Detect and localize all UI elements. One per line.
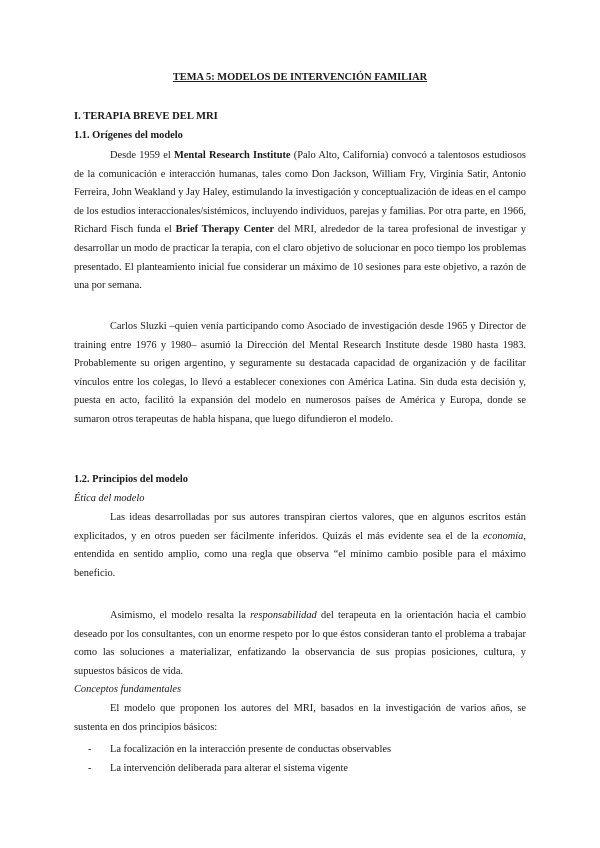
italic-term: economía — [482, 530, 524, 542]
paragraph-ethics — [74, 509, 526, 583]
paragraph-origins — [74, 147, 526, 296]
list-item-text: La intervención deliberada para alterar el sistema vigente — [110, 762, 349, 774]
paragraph-concepts — [74, 700, 526, 737]
bold-term-btc: Brief Therapy Center — [175, 224, 275, 236]
heading-ethics: Ética del modelo — [74, 493, 145, 504]
italic-term: responsabilidad — [250, 610, 317, 621]
text-run: , entendida en sentido amplio, como una regla que observa “el mínimo cambio posible para el máximo beneficio. — [74, 530, 526, 579]
principles-list — [88, 741, 391, 778]
text-run: Desde 1959 el — [110, 150, 174, 161]
list-item — [88, 741, 391, 760]
section-heading: I. TERAPIA BREVE DEL MRI — [74, 111, 218, 122]
list-item-text: La focalización en la interacción presente de conductas observables — [110, 744, 391, 755]
text-run: Las ideas desarrolladas por sus autores transpiran ciertos valores, que en algunos escritos están explicitados, y en otros pueden ser fácilmente inferidos. Quizás el más evidente sea el de la — [74, 512, 526, 542]
bold-term-mri: Mental Research Institute — [174, 150, 291, 161]
heading-concepts: Conceptos fundamentales — [74, 684, 182, 695]
document-title: TEMA 5: MODELOS DE INTERVENCIÓN FAMILIAR — [172, 72, 428, 83]
paragraph-sluzki — [74, 318, 526, 430]
list-item — [88, 760, 391, 779]
text-run: Carlos Sluzki –quien venía participando como Asociado de investigación desde 1965 y Director de training entre 1976 y 1980– asumió la Dirección del Mental Research Institute desde 1980 hasta 1983. Probablemente su origen argentino, y seguramente su destacada capacidad de organización y de facilitar vínculos entre los colegas, lo llevó a establecer conexiones con América Latina. Sin duda esta decisión y, puesta en acto, facilitó la expansión del modelo en numerosos países de América y Europa, donde se sumaron otros terapeutas de habla hispana, que luego difundieron el modelo. — [74, 321, 526, 425]
paragraph-responsibility — [74, 607, 526, 681]
list-dash: - — [88, 762, 92, 774]
text-run: del MRI, alrededor de la tarea profesional de investigar y desarrollar un modo de practicar la terapia, con el claro objetivo de solucionar en poco tiempo los problemas presentado. El planteamiento inicial fue considerar un máximo de 10 sesiones para este objetivo, a razón de una por semana. — [74, 224, 526, 292]
subsection-heading-origins: 1.1. Orígenes del modelo — [74, 130, 183, 141]
list-dash: - — [88, 744, 92, 755]
subsection-heading-principles: 1.2. Principios del modelo — [74, 474, 189, 485]
text-run: El modelo que proponen los autores del MRI, basados en la investigación de varios años, se sustenta en dos principios básicos: — [74, 703, 526, 733]
text-run: (Palo Alto, California) convocó a talentosos estudiosos de la comunicación e interacción humanas, tales como Don Jackson, William Fry, Virginia Satir, Antonio Ferreira, John Weakland y Jay Haley, estimulando la investigación y conceptualización de ideas en el campo de los estudios interaccionales/sistémicos, incluyendo individuos, parejas y familias. Por otra parte, en 1966, Richard Fisch funda el — [74, 150, 526, 236]
text-run: del terapeuta en la orientación hacia el cambio deseado por los consultantes, con un enorme respeto por lo que éstos consideran tanto el problema a trabajar como las soluciones a materializar, enfatizando la observancia de sus propias posiciones, cultura, y supuestos básicos de vida. — [74, 610, 526, 677]
text-run: Asimismo, el modelo resalta la — [110, 610, 251, 621]
